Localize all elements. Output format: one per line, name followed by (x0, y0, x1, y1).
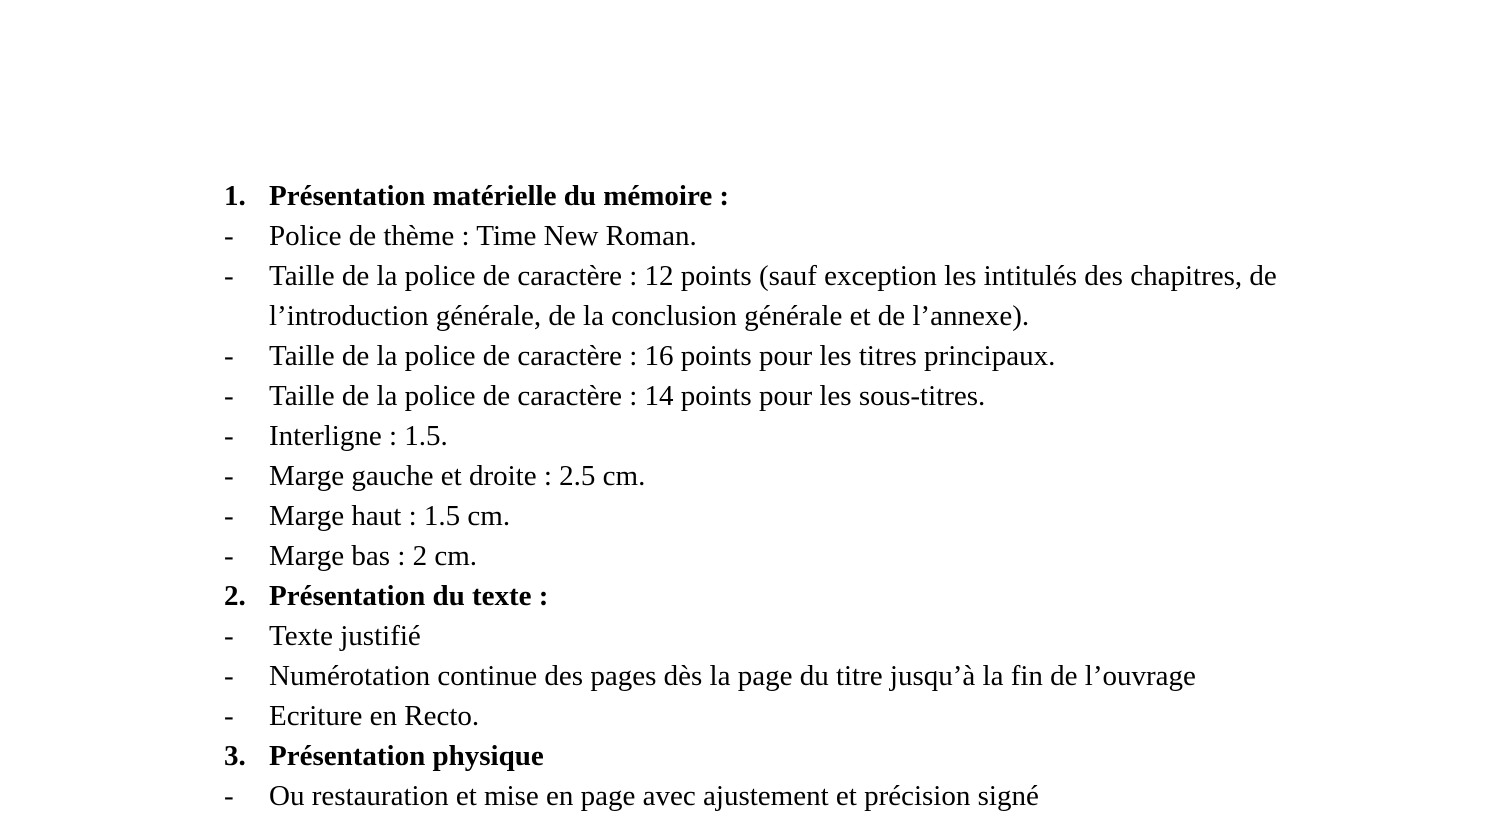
bullet-dash: - (224, 540, 234, 572)
bullet-dash: - (224, 700, 234, 732)
bullet-dash: - (224, 620, 234, 652)
section-heading-2 (224, 576, 1314, 616)
bullet-dash: - (224, 380, 234, 412)
list-item-text: Interligne : 1.5. (269, 420, 448, 452)
list-item (224, 536, 1314, 576)
bullet-dash: - (224, 340, 234, 372)
section-title: Présentation du texte : (269, 580, 549, 612)
list-item (224, 776, 1314, 816)
list-item-text: Police de thème : Time New Roman. (269, 220, 697, 252)
list-item (224, 616, 1314, 656)
section-heading-3 (224, 736, 1314, 776)
list-item (224, 256, 1314, 336)
list-item (224, 456, 1314, 496)
list-item (224, 656, 1314, 696)
list-item (224, 336, 1314, 376)
bullet-dash: - (224, 460, 234, 492)
section-number: 2. (224, 580, 246, 612)
list-item-text: Marge gauche et droite : 2.5 cm. (269, 460, 646, 492)
bullet-dash: - (224, 260, 234, 292)
list-item-text: Taille de la police de caractère : 12 points (sauf exception les intitulés des chapitres, de l’introduction générale, de la conclusion générale et de l’annexe). (269, 260, 1277, 332)
section-heading-1 (224, 176, 1314, 216)
section-number: 1. (224, 180, 246, 212)
list-item (224, 376, 1314, 416)
list-item-text: Marge bas : 2 cm. (269, 540, 478, 572)
bullet-dash: - (224, 420, 234, 452)
section-number: 3. (224, 740, 246, 772)
list-item (224, 496, 1314, 536)
section-title: Présentation matérielle du mémoire : (269, 180, 730, 212)
list-item-text: Taille de la police de caractère : 14 points pour les sous-titres. (269, 380, 986, 412)
section-title: Présentation physique (269, 740, 544, 772)
list-item-text: Taille de la police de caractère : 16 points pour les titres principaux. (269, 340, 1056, 372)
list-item (224, 216, 1314, 256)
list-item-text: Numérotation continue des pages dès la page du titre jusqu’à la fin de l’ouvrage (269, 660, 1196, 692)
list-item-text: Ecriture en Recto. (269, 700, 480, 732)
list-item (224, 696, 1314, 736)
bullet-dash: - (224, 660, 234, 692)
document-body (224, 176, 1314, 816)
bullet-dash: - (224, 780, 234, 812)
bullet-dash: - (224, 220, 234, 252)
list-item-text: Ou restauration et mise en page avec ajustement et précision signé (269, 780, 1039, 812)
list-item-text: Texte justifié (269, 620, 421, 652)
bullet-dash: - (224, 500, 234, 532)
list-item (224, 416, 1314, 456)
list-item-text: Marge haut : 1.5 cm. (269, 500, 511, 532)
